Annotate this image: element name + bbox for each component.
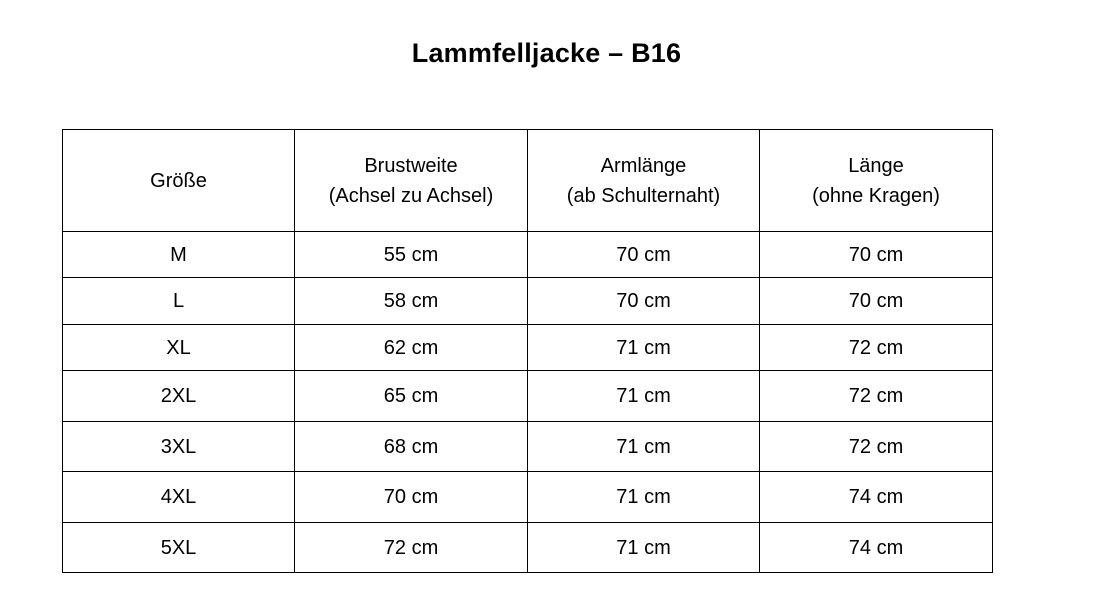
- cell-chest-width: 70 cm: [295, 472, 528, 523]
- header-sublabel: (ohne Kragen): [812, 184, 940, 207]
- header-length: [760, 130, 993, 232]
- cell-sleeve-length: 70 cm: [528, 278, 760, 325]
- cell-size: 4XL: [63, 472, 295, 523]
- table-row: [63, 278, 993, 325]
- cell-length: 70 cm: [760, 232, 993, 278]
- cell-sleeve-length: 71 cm: [528, 422, 760, 472]
- cell-length: 72 cm: [760, 325, 993, 371]
- cell-sleeve-length: 71 cm: [528, 472, 760, 523]
- table-header-row: [63, 130, 993, 232]
- cell-length: 70 cm: [760, 278, 993, 325]
- cell-size: M: [63, 232, 295, 278]
- cell-size: 2XL: [63, 371, 295, 422]
- header-size: [63, 130, 295, 232]
- header-sleeve-length: [528, 130, 760, 232]
- header-label: Länge: [848, 154, 904, 177]
- table-row: [63, 232, 993, 278]
- cell-sleeve-length: 71 cm: [528, 371, 760, 422]
- table-body: [63, 232, 993, 573]
- cell-chest-width: 68 cm: [295, 422, 528, 472]
- cell-chest-width: 62 cm: [295, 325, 528, 371]
- header-sublabel: (ab Schulternaht): [566, 184, 721, 207]
- cell-chest-width: 65 cm: [295, 371, 528, 422]
- cell-chest-width: 72 cm: [295, 523, 528, 573]
- cell-length: 74 cm: [760, 523, 993, 573]
- cell-size: XL: [63, 325, 295, 371]
- header-label: Armlänge: [600, 154, 687, 177]
- cell-sleeve-length: 70 cm: [528, 232, 760, 278]
- size-table: [62, 129, 993, 573]
- table-row: [63, 325, 993, 371]
- cell-length: 72 cm: [760, 371, 993, 422]
- cell-length: 74 cm: [760, 472, 993, 523]
- header-sublabel: (Achsel zu Achsel): [328, 184, 494, 207]
- cell-length: 72 cm: [760, 422, 993, 472]
- cell-chest-width: 58 cm: [295, 278, 528, 325]
- header-label: Brustweite: [364, 154, 458, 177]
- cell-size: L: [63, 278, 295, 325]
- cell-sleeve-length: 71 cm: [528, 523, 760, 573]
- header-label: Größe: [150, 169, 207, 192]
- cell-chest-width: 55 cm: [295, 232, 528, 278]
- page-title: Lammfelljacke – B16: [411, 38, 682, 68]
- table-row: [63, 422, 993, 472]
- cell-sleeve-length: 71 cm: [528, 325, 760, 371]
- table-row: [63, 523, 993, 573]
- header-chest-width: [295, 130, 528, 232]
- table-row: [63, 472, 993, 523]
- cell-size: 5XL: [63, 523, 295, 573]
- table-row: [63, 371, 993, 422]
- cell-size: 3XL: [63, 422, 295, 472]
